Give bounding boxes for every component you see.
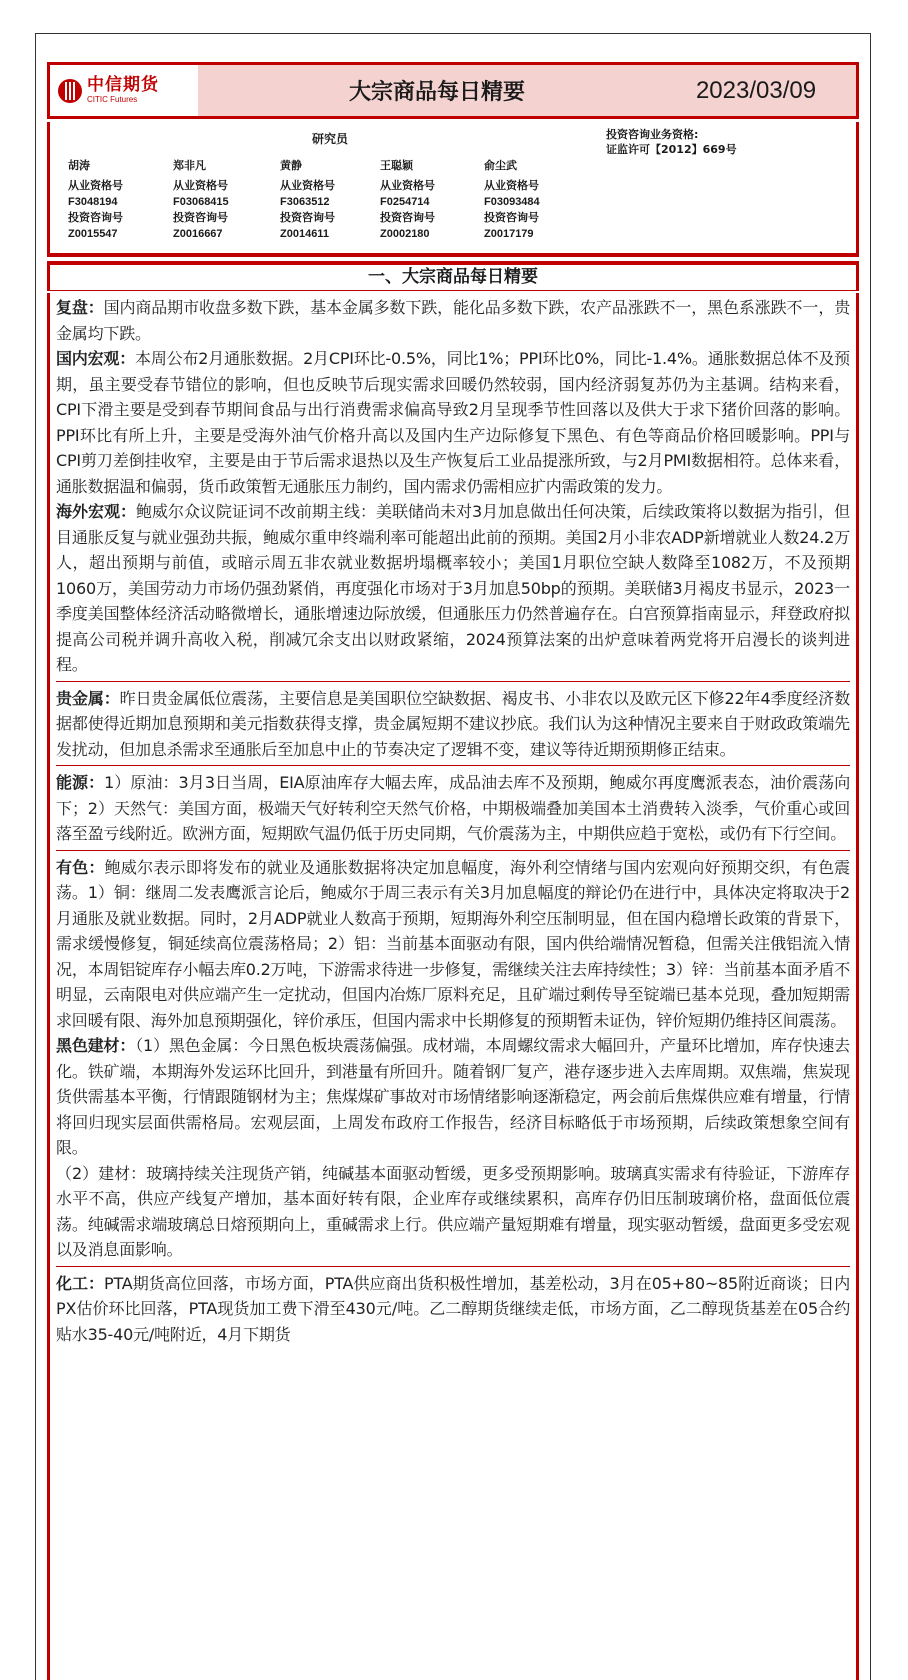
consult-number: Z0017179 [484, 228, 534, 240]
researcher-card [173, 158, 283, 242]
researcher-heading: 研究员 [312, 132, 349, 146]
citic-logo-icon [58, 79, 82, 103]
paragraph-text: 鲍威尔表示即将发布的就业及通胀数据将决定加息幅度，海外利空情绪与国内宏观向好预期交织，有色震荡。1）铜：继周二发表鹰派言论后，鲍威尔于周三表示有关3月加息幅度的辩论仍在进行中，具体决定将取决于2月通胀及就业数据。同时，2月ADP就业人数高于预期，短期海外利空压制明显，但在国内稳增长政策的背景下，需求缓慢修复，铜延续高位震荡格局；2）铝：当前基本面驱动有限，国内供给端情况暂稳，但需关注俄铝流入情况，本周铝锭库存小幅去库0.2万吨，下游需求待进一步修复，需继续关注去库持续性；3）锌：当前基本面矛盾不明显，云南限电对供应端产生一定扰动，但国内冶炼厂原料充足，且矿端过剩传导至锭端已基本兑现，叠加短期需求回暖有限、海外加息预期强化，锌价承压，但国内需求中长期修复的预期暂未证伪，锌价短期仍维持区间震荡。 [56, 857, 850, 1030]
paragraph-text: 国内商品期市收盘多数下跌，基本金属多数下跌，能化品多数下跌，农产品涨跌不一，黑色系涨跌不一，贵金属均下跌。 [56, 298, 850, 343]
consult-label: 投资咨询号 [484, 211, 539, 224]
consult-number: Z0015547 [68, 228, 118, 240]
consult-label: 投资咨询号 [380, 211, 435, 224]
license-label: 投资咨询业务资格: [606, 128, 699, 141]
consult-number: Z0016667 [173, 228, 223, 240]
paragraph-ferrous-building [56, 1033, 850, 1161]
researcher-name: 黄静 [280, 159, 302, 172]
paragraph-label: 复盘： [56, 298, 104, 317]
paragraph-text: 昨日贵金属低位震荡，主要信息是美国职位空缺数据、褐皮书、小非农以及欧元区下修22年4季度经济数据都使得近期加息预期和美元指数获得支撑，贵金属短期不建议抄底。我们认为这种情况主要来自于财政政策端先发扰动，但加息杀需求至通胀后至加息中止的节奏决定了逻辑不变，建议等待近期预期修正结束。 [56, 688, 851, 759]
cert-number: F03093484 [484, 196, 540, 208]
paragraph-label: 化工： [56, 1273, 105, 1293]
consult-label: 投资咨询号 [68, 211, 123, 224]
paragraph-label: 国内宏观： [56, 349, 136, 368]
cert-number: F3063512 [280, 196, 330, 208]
researcher-name: 王聪颖 [380, 159, 413, 172]
section-title: 一、大宗商品每日精要 [47, 261, 859, 291]
paragraph-domestic-macro [56, 346, 850, 499]
paragraph-overseas-macro [56, 499, 850, 678]
paragraph-chemicals [56, 1266, 850, 1348]
paragraph-precious-metals [56, 681, 850, 763]
report-body [47, 293, 859, 1680]
cert-label: 从业资格号 [280, 179, 335, 192]
paragraph-energy [56, 765, 850, 847]
cert-number: F0254714 [380, 196, 430, 208]
researcher-card [68, 158, 178, 242]
paragraph-nonferrous [56, 850, 850, 1034]
logo-en-text: CITIC Futures [87, 95, 138, 104]
researcher-panel [47, 122, 859, 257]
paragraph-label: 海外宏观： [56, 502, 136, 521]
cert-number: F3048194 [68, 196, 118, 208]
cert-label: 从业资格号 [68, 179, 123, 192]
paragraph-recap [56, 295, 850, 346]
report-title: 大宗商品每日精要 [348, 80, 525, 105]
researcher-name: 俞尘武 [484, 159, 517, 172]
consult-label: 投资咨询号 [280, 211, 335, 224]
researcher-card [380, 158, 490, 242]
paragraph-text: 鲍威尔众议院证词不改前期主线：美联储尚未对3月加息做出任何决策，后续政策将以数据为指引，但目通胀反复与就业强劲共振，鲍威尔重申终端利率可能超出此前的预期。美国2月小非农ADP新增就业人数24.2万人，超出预期与前值，或暗示周五非农就业数据坍塌概率较小；美国1月职位空缺人数降至1082万，不及预期1060万，美国劳动力市场仍强劲紧俏，再度强化市场对于3月加息50bp的预期。美联储3月褐皮书显示，2023一季度美国整体经济活动略微增长，通胀增速边际放缓，但通胀压力仍然普遍存在。白宫预算指南显示，拜登政府拟提高公司税并调升高收入税，削减冗余支出以财政紧缩，2024预算法案的出炉意味着两党将开启漫长的谈判进程。 [56, 502, 850, 674]
company-logo [50, 65, 198, 116]
report-header [47, 62, 859, 119]
paragraph-text: （1）黑色金属：今日黑色板块震荡偏强。成材端，本周螺纹需求大幅回升，产量环比增加，库存快速去化。铁矿端，本期海外发运环比回升，到港量有所回升。随着钢厂复产，港存逐步进入去库周期。双焦端，焦炭现货供需基本平衡，行情跟随钢材为主；焦煤煤矿事故对市场情绪影响逐渐稳定，两会前后焦煤供应难有增量，行情将回归现实层面供需格局。宏观层面，上周发布政府工作报告，经济目标略低于市场预期，后续政策想象空间有限。 [56, 1036, 850, 1157]
cert-label: 从业资格号 [484, 179, 539, 192]
paragraph-building-materials [56, 1161, 850, 1263]
cert-label: 从业资格号 [380, 179, 435, 192]
researcher-name: 郑非凡 [173, 159, 206, 172]
paragraph-label: 贵金属： [56, 688, 120, 708]
report-date: 2023/03/09 [695, 76, 817, 104]
researcher-card [280, 158, 390, 242]
logo-cn-text: 中信期货 [87, 75, 159, 95]
consult-number: Z0002180 [380, 228, 430, 240]
consult-number: Z0014611 [280, 228, 329, 240]
paragraph-text: 1）原油：3月3日当周，EIA原油库存大幅去库，成品油去库不及预期，鲍威尔再度鹰派表态，油价震荡向下；2）天然气：美国方面，极端天气好转利空天然气价格，中期极端叠加美国本土消费转入淡季，气价重心或回落至盈亏线附近。欧洲方面，短期欧气温仍低于历史同期，气价震荡为主，中期供应趋于宽松，或仍有下行空间。 [56, 773, 850, 843]
paragraph-label: 能源： [56, 773, 105, 792]
researcher-name: 胡涛 [68, 159, 90, 172]
paragraph-label: 黑色建材： [56, 1036, 136, 1055]
consult-label: 投资咨询号 [173, 211, 228, 224]
cert-number: F03068415 [173, 196, 229, 208]
paragraph-text: PTA期货高位回落，市场方面，PTA供应商出货积极性增加，基差松动，3月在05+80~85附近商谈；日内PX估价环比回落，PTA现货加工费下滑至430元/吨。乙二醇期货继续走低，市场方面，乙二醇现货基差在05合约贴水35-40元/吨附近，4月下期货 [56, 1273, 851, 1344]
license-value: 证监许可【2012】669号 [606, 143, 737, 156]
paragraph-text: 本周公布2月通胀数据。2月CPI环比-0.5%，同比1%；PPI环比0%，同比-1.4%。通胀数据总体不及预期，虽主要受春节错位的影响，但也反映节后现实需求回暖仍然较弱，国内经济弱复苏仍为主基调。结构来看，CPI下滑主要是受到春节期间食品与出行消费需求偏高导致2月呈现季节性回落以及供大于求下猪价回落的影响。PPI环比有所上升，主要是受海外油气价格升高以及国内生产边际修复下黑色、有色等商品价格回暖影响。PPI与CPI剪刀差倒挂收窄，主要是由于节后需求退热以及生产恢复后工业品提涨所致，与2月PMI数据相符。总体来看，通胀数据温和偏弱，货币政策暂无通胀压力制约，国内需求仍需相应扩内需政策的发力。 [56, 349, 850, 496]
paragraph-label: 有色： [56, 857, 105, 877]
cert-label: 从业资格号 [173, 179, 228, 192]
license-info [606, 127, 737, 157]
researcher-card [484, 158, 594, 242]
paragraph-text: （2）建材：玻璃持续关注现货产销，纯碱基本面驱动暂缓，更多受预期影响。玻璃真实需求有待验证，下游库存水平不高，供应产线复产增加，基本面好转有限，企业库存或继续累积，高库存仍旧压制玻璃价格，盘面低位震荡。纯碱需求端玻璃总日熔预期向上，重碱需求上行。供应端产量短期难有增量，现实驱动暂缓，盘面更多受宏观以及消息面影响。 [56, 1163, 850, 1259]
